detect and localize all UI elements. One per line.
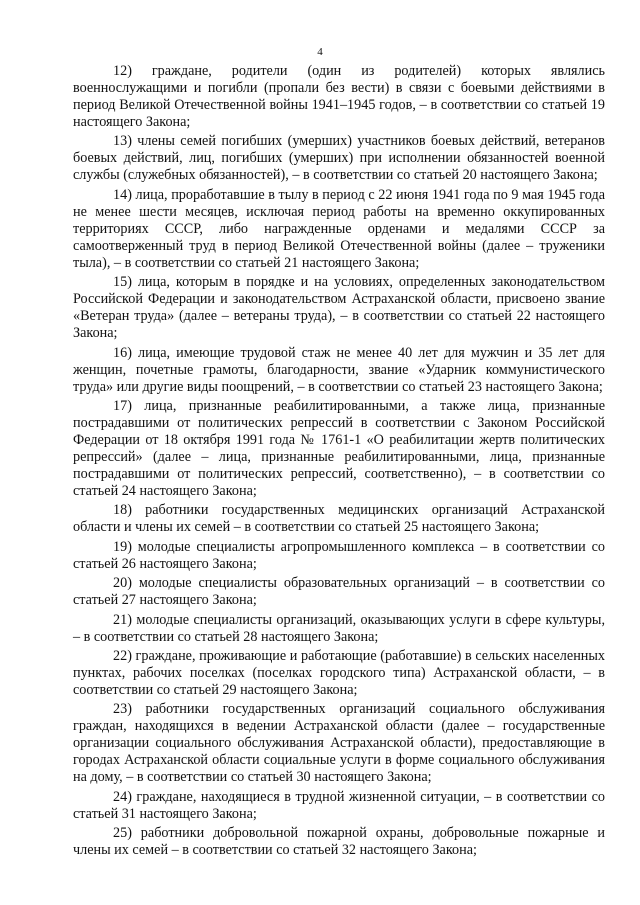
list-item-23: 23) работники государственных организаций социального обслуживания граждан, находящихся в ведении Астраханской области (далее – государственные организации социального обслуживания Астраханской области), предоставляющие в городах Астраханской области социальные услуги в форме социального обслуживания на дому, – в соответствии со статьей 30 настоящего Закона;	[73, 701, 605, 786]
list-item-14: 14) лица, проработавшие в тылу в период с 22 июня 1941 года по 9 мая 1945 года не менее шести месяцев, исключая период работы на временно оккупированных территориях СССР, либо награжденные орденами и медалями СССР за самоотверженный труд в период Великой Отечественной войны (далее – труженики тыла), – в соответствии со статьей 21 настоящего Закона;	[73, 186, 605, 271]
list-item-19: 19) молодые специалисты агропромышленного комплекса – в соответствии со статьей 26 настоящего Закона;	[73, 538, 605, 572]
page-number: 4	[317, 46, 323, 58]
list-item-24: 24) граждане, находящиеся в трудной жизненной ситуации, – в соответствии со статьей 31 настоящего Закона;	[73, 788, 605, 822]
list-item-20: 20) молодые специалисты образовательных организаций – в соответствии со статьей 27 настоящего Закона;	[73, 575, 605, 609]
list-item-22: 22) граждане, проживающие и работающие (работавшие) в сельских населенных пунктах, рабочих поселках (поселках городского типа) Астраханской области, – в соответствии со статьей 29 настоящего Закона;	[73, 647, 605, 698]
list-item-21: 21) молодые специалисты организаций, оказывающих услуги в сфере культуры, – в соответствии со статьей 28 настоящего Закона;	[73, 611, 605, 645]
list-item-16: 16) лица, имеющие трудовой стаж не менее 40 лет для мужчин и 35 лет для женщин, почетные грамоты, благодарности, звание «Ударник коммунистического труда» или другие виды поощрений, – в соответствии со статьей 23 настоящего Закона;	[73, 344, 605, 395]
list-item-15: 15) лица, которым в порядке и на условиях, определенных законодательством Российской Федерации и законодательством Астраханской области, присвоено звание «Ветеран труда» (далее – ветераны труда), – в соответствии со статьей 22 настоящего Закона;	[73, 274, 605, 342]
document-body	[73, 63, 605, 861]
list-item-17: 17) лица, признанные реабилитированными, а также лица, признанные пострадавшими от политических репрессий в соответствии с Законом Российской Федерации от 18 октября 1991 года № 1761-1 «О реабилитации жертв политических репрессий» (далее – лица, признанные реабилитированными, лица, признанные пострадавшими от политических репрессий, соответственно), – в соответствии со статьей 24 настоящего Закона;	[73, 397, 605, 499]
list-item-13: 13) члены семей погибших (умерших) участников боевых действий, ветеранов боевых действий, лиц, погибших (умерших) при исполнении обязанностей военной службы (служебных обязанностей), – в соответствии со статьей 20 настоящего Закона;	[73, 133, 605, 184]
list-item-25: 25) работники добровольной пожарной охраны, добровольные пожарные и члены их семей – в соответствии со статьей 32 настоящего Закона;	[73, 825, 605, 859]
list-item-12: 12) граждане, родители (один из родителей) которых являлись военнослужащими и погибли (пропали без вести) в связи с боевыми действиями в период Великой Отечественной войны 1941–1945 годов, – в соответствии со статьей 19 настоящего Закона;	[73, 63, 605, 130]
list-item-18: 18) работники государственных медицинских организаций Астраханской области и члены их семей – в соответствии со статьей 25 настоящего Закона;	[73, 502, 605, 536]
